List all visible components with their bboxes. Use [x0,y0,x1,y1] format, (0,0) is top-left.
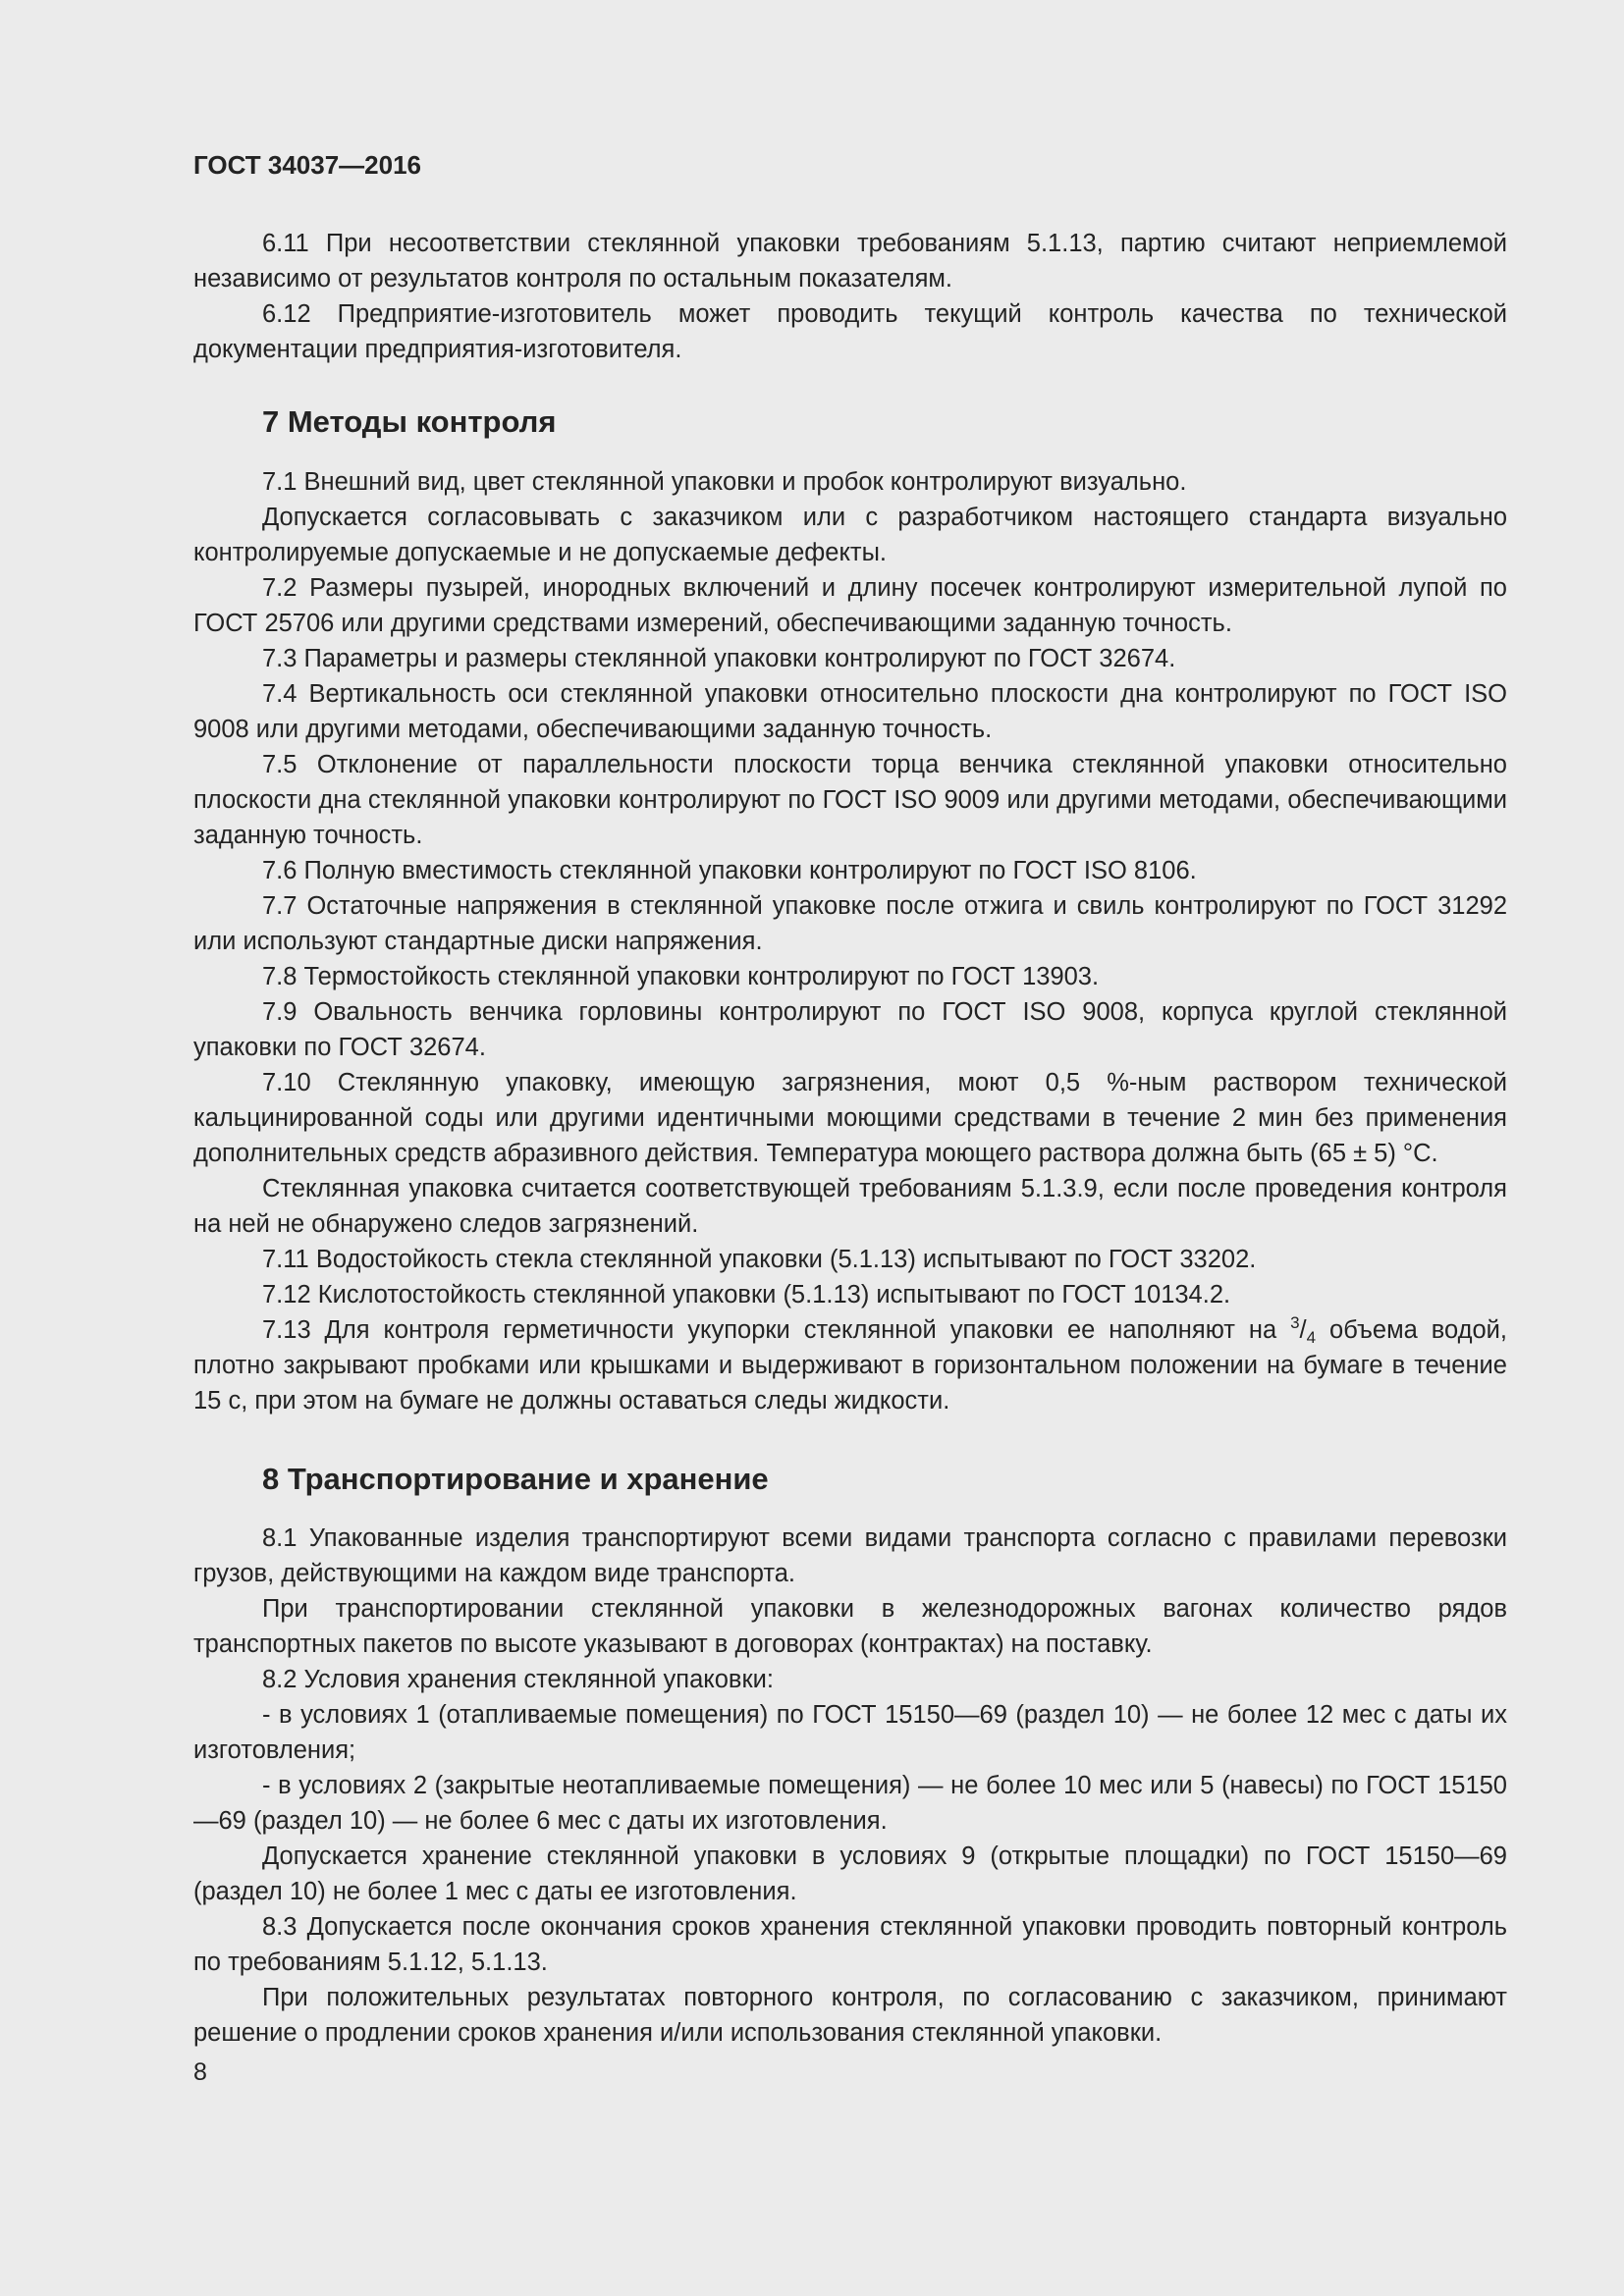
list-item-condition-1: - в условиях 1 (отапливаемые помещения) по ГОСТ 15150—69 (раздел 10) — не более 12 мес с даты их изготовления; [193,1701,1507,1764]
paragraph-7-13 [193,1312,1507,1418]
paragraph-7-3: 7.3 Параметры и размеры стеклянной упаковки контролируют по ГОСТ 32674. [262,645,1176,672]
paragraph-7-1-note: Допускается согласовывать с заказчиком или с разработчиком настоящего стандарта визуально контролируемые допускаемые и не допускаемые дефекты. [193,504,1507,566]
section-8-title: 8 Транспортирование и хранение [262,1462,769,1496]
fraction-denominator: 4 [1306,1328,1317,1347]
paragraph-7-11: 7.11 Водостойкость стекла стеклянной упаковки (5.1.13) испытывают по ГОСТ 33202. [262,1246,1257,1273]
paragraph-7-9: 7.9 Овальность венчика горловины контролируют по ГОСТ ISO 9008, корпуса круглой стеклянной упаковки по ГОСТ 32674. [193,998,1507,1061]
paragraph-6-11: 6.11 При несоответствии стеклянной упаковки требованиям 5.1.13, партию считают неприемлемой независимо от результатов контроля по остальным показателям. [193,230,1507,293]
paragraph-8-2-note: Допускается хранение стеклянной упаковки в условиях 9 (открытые площадки) по ГОСТ 15150—69 (раздел 10) не более 1 мес с даты ее изготовления. [193,1842,1507,1905]
paragraph-7-2: 7.2 Размеры пузырей, инородных включений и длину посечек контролируют измерительной лупой по ГОСТ 25706 или другими средствами измерений, обеспечивающими заданную точность. [193,574,1507,637]
paragraph-8-3-note: При положительных результатах повторного контроля, по согласованию с заказчиком, принимают решение о продлении сроков хранения и/или использования стеклянной упаковки. [193,1984,1507,2047]
paragraph-8-1-note: При транспортировании стеклянной упаковки в железнодорожных вагонах количество рядов транспортных пакетов по высоте указывают в договорах (контрактах) на поставку. [193,1595,1507,1658]
paragraph-8-3: 8.3 Допускается после окончания сроков хранения стеклянной упаковки проводить повторный контроль по требованиям 5.1.12, 5.1.13. [193,1913,1507,1976]
paragraph-7-7: 7.7 Остаточные напряжения в стеклянной упаковке после отжига и свиль контролируют по ГОСТ 31292 или используют стандартные диски напряжения. [193,892,1507,955]
fraction-numerator: 3 [1290,1313,1300,1332]
paragraph-8-1: 8.1 Упакованные изделия транспортируют всеми видами транспорта согласно с правилами перевозки грузов, действующими на каждом виде транспорта. [193,1524,1507,1587]
page-number: 8 [193,2058,207,2086]
paragraph-7-10: 7.10 Стеклянную упаковку, имеющую загрязнения, моют 0,5 %-ным раствором технической кальцинированной соды или другими идентичными моющими средствами в течение 2 мин без применения дополнительных средств абразивного действия. Температура моющего раствора должна быть (65 ± 5) °С. [193,1069,1507,1167]
section-7-title: 7 Методы контроля [262,404,557,439]
paragraph-8-2: 8.2 Условия хранения стеклянной упаковки: [262,1666,774,1693]
paragraph-7-10-note: Стеклянная упаковка считается соответствующей требованиям 5.1.3.9, если после проведения контроля на ней не обнаружено следов загрязнений. [193,1175,1507,1238]
paragraph-7-12: 7.12 Кислотостойкость стеклянной упаковки (5.1.13) испытывают по ГОСТ 10134.2. [262,1281,1231,1308]
document-page [193,145,1507,2090]
paragraph-7-1: 7.1 Внешний вид, цвет стеклянной упаковки и пробок контролируют визуально. [262,468,1187,496]
paragraph-7-13-start: 7.13 Для контроля герметичности укупорки стеклянной упаковки ее наполняют на [262,1316,1291,1344]
fraction-three-quarters [1290,1313,1317,1347]
paragraph-7-5: 7.5 Отклонение от параллельности плоскости торца венчика стеклянной упаковки относительно плоскости дна стеклянной упаковки контролируют по ГОСТ ISO 9009 или другими методами, обеспечивающими заданную точность. [193,751,1507,849]
paragraph-7-13-end: объема водой, плотно закрывают пробками или крышками и выдерживают в горизонтальном положении на бумаге в течение 15 с, при этом на бумаге не должны оставаться следы жидкости. [193,1316,1507,1415]
fraction-slash: / [1299,1316,1307,1344]
list-item-condition-2: - в условиях 2 (закрытые неотапливаемые помещения) — не более 10 мес или 5 (навесы) по ГОСТ 15150—69 (раздел 10) — не более 6 мес с даты их изготовления. [193,1772,1507,1835]
document-header: ГОСТ 34037—2016 [193,150,421,180]
paragraph-6-12: 6.12 Предприятие-изготовитель может проводить текущий контроль качества по технической документации предприятия-изготовителя. [193,300,1507,363]
paragraph-7-8: 7.8 Термостойкость стеклянной упаковки контролируют по ГОСТ 13903. [262,963,1100,990]
paragraph-7-6: 7.6 Полную вместимость стеклянной упаковки контролируют по ГОСТ ISO 8106. [262,857,1197,884]
paragraph-7-4: 7.4 Вертикальность оси стеклянной упаковки относительно плоскости дна контролируют по ГОСТ ISO 9008 или другими методами, обеспечивающими заданную точность. [193,680,1507,743]
